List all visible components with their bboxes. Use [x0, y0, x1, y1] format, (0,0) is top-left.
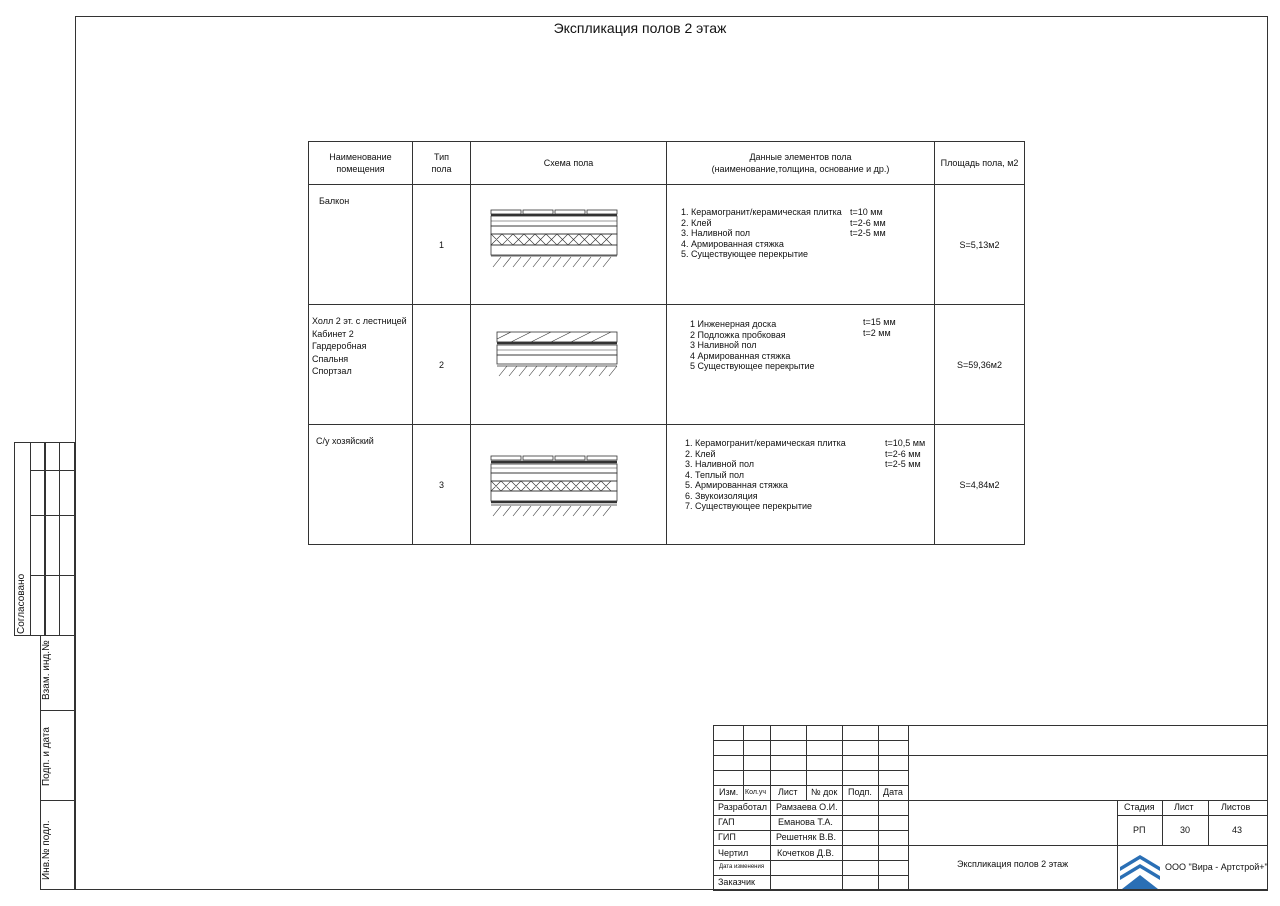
name-drafter: Кочетков Д.В.: [777, 848, 834, 858]
sheet-title: Экспликация полов 2 этаж: [553, 20, 727, 36]
name-gap: Еманова Т.А.: [778, 817, 833, 827]
role-drafter: Чертил: [718, 848, 749, 858]
floor-scheme-board: [471, 305, 667, 425]
table-row: [309, 425, 1025, 545]
room-names: Холл 2 эт. с лестницей Кабинет 2 Гардеробная Спальня Спортзал: [309, 305, 413, 425]
sheets-label: Листов: [1221, 802, 1251, 812]
col-sign: Подп.: [848, 787, 872, 797]
role-developer: Разработал: [718, 802, 767, 812]
floor-area: S=59,36м2: [935, 305, 1025, 425]
role-gip: ГИП: [718, 832, 736, 842]
col-doc: № док: [811, 787, 838, 797]
replacement-inv-label: Взам. инд.№: [41, 640, 52, 700]
stage-label: Стадия: [1124, 802, 1155, 812]
sheets-value: 43: [1232, 825, 1243, 835]
name-gip: Решетняк В.В.: [776, 832, 836, 842]
floor-elements: 1. Керамогранит/керамическая плитка 2. Клей 3. Наливной пол 4. Армированная стяжка 5. Существующее перекрытие t=10 мм t=2-6 мм t=2-5 мм: [667, 185, 935, 305]
floor-area: S=5,13м2: [935, 185, 1025, 305]
role-gap: ГАП: [718, 817, 735, 827]
signature-date-label: Подп. и дата: [41, 727, 52, 786]
floor-elements: 1 Инженерная доска 2 Подложка пробковая 3 Наливной пол 4 Армированная стяжка 5 Существующее перекрытие t=15 мм t=2 мм: [667, 305, 935, 425]
floor-elements: 1. Керамогранит/керамическая плитка 2. Клей 3. Наливной пол 4. Теплый пол 5. Армированная стяжка 6. Звукоизоляция 7. Существующее перекрытие t=10,5 мм t=2-6 мм t=2-5 мм: [667, 425, 935, 545]
original-inv-label: Инв.№ подл.: [41, 820, 52, 880]
floor-area: S=4,84м2: [935, 425, 1025, 545]
change-date-label: Дата изменения: [719, 864, 765, 870]
col-count: Кол.уч: [745, 789, 766, 796]
header-floor-elements: Данные элементов пола (наименование,толщина, основание и др.): [667, 142, 935, 185]
name-developer: Рамзаева О.И.: [776, 802, 838, 812]
header-floor-area: Площадь пола, м2: [935, 142, 1025, 185]
table-header-row: [309, 142, 1025, 185]
table-row: [309, 185, 1025, 305]
sheet-value: 30: [1180, 825, 1191, 835]
stage-value: РП: [1133, 825, 1146, 835]
col-change: Изм.: [719, 787, 739, 797]
table-row: [309, 305, 1025, 425]
sheet-label: Лист: [1174, 802, 1194, 812]
room-names: Балкон: [309, 185, 413, 305]
company-name: ООО "Вира - Артстрой+": [1165, 862, 1268, 872]
header-room-name: Наименование помещения: [309, 142, 413, 185]
room-names: С/у хозяйский: [309, 425, 413, 545]
col-sheet: Лист: [778, 787, 798, 797]
title-block: [713, 725, 1268, 890]
floor-scheme-tile-heated: [471, 425, 667, 545]
col-date: Дата: [883, 787, 903, 797]
header-floor-type: Тип пола: [413, 142, 471, 185]
approved-label: Согласовано: [16, 573, 27, 634]
customer-label: Заказчик: [718, 877, 755, 887]
drawing-name: Экспликация полов 2 этаж: [957, 859, 1069, 869]
floor-type: 3: [413, 425, 471, 545]
header-floor-scheme: Схема пола: [471, 142, 667, 185]
floor-explication-table: [308, 141, 1025, 545]
company-logo-icon: [1118, 847, 1162, 889]
binding-strip: [14, 442, 75, 890]
floor-type: 2: [413, 305, 471, 425]
floor-scheme-tile: [471, 185, 667, 305]
floor-type: 1: [413, 185, 471, 305]
